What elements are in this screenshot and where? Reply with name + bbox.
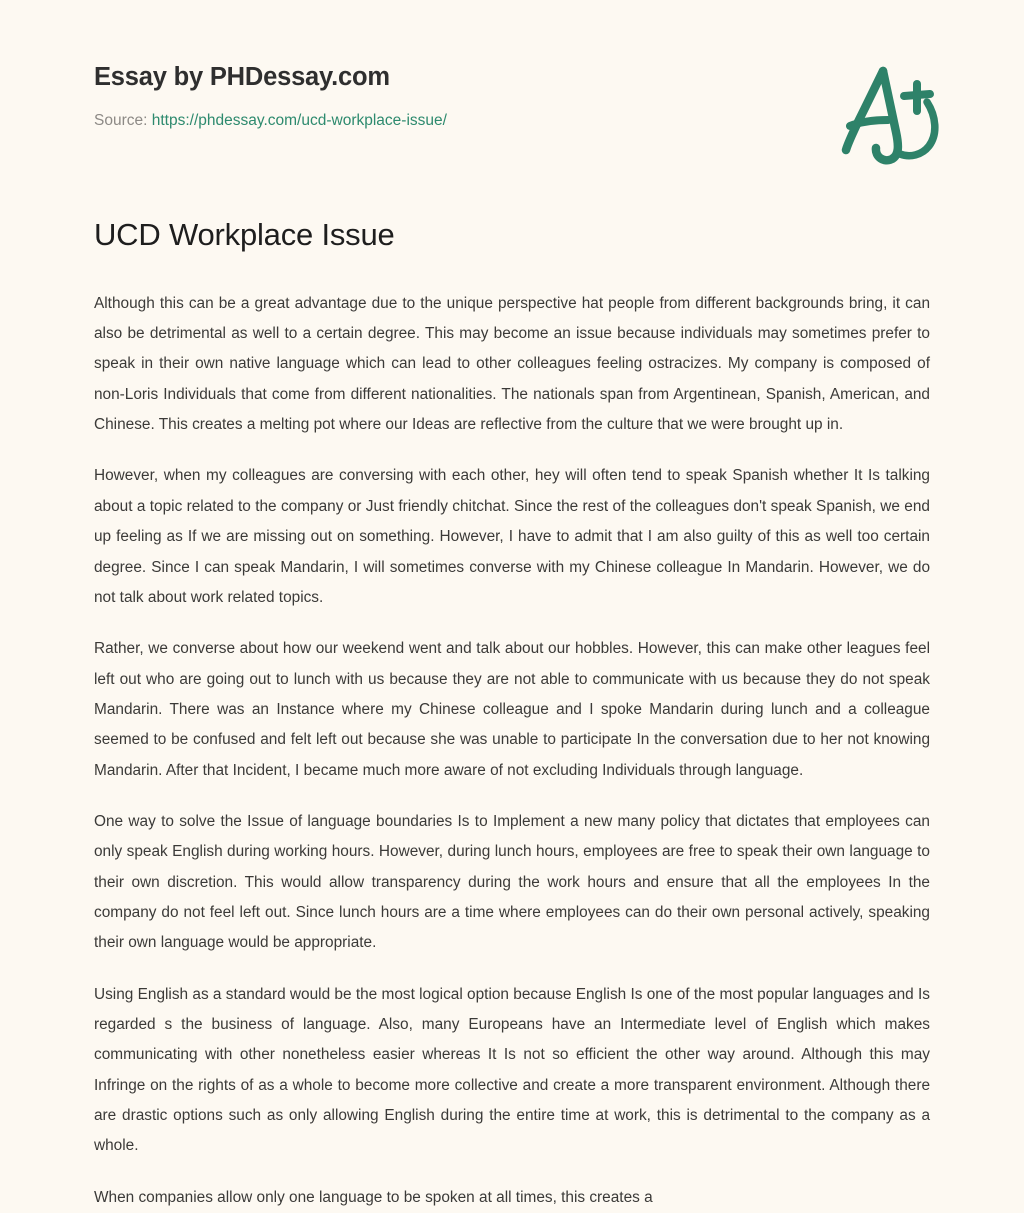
source-label: Source:: [94, 111, 148, 129]
a-plus-logo-icon: [826, 58, 946, 168]
source-line: [94, 112, 930, 131]
paragraph: Rather, we converse about how our weekend went and talk about our hobbles. However, this can make other leagues feel left out who are going out to lunch with us because they are not able to communicate with us because they do not speak Mandarin. There was an Instance where my Chinese colleague and I spoke Mandarin during lunch and a colleague seemed to be confused and felt left out because she was unable to participate In the conversation due to her not knowing Mandarin. After that Incident, I became much more aware of not excluding Individuals through language.: [94, 640, 930, 779]
paragraph: However, when my colleagues are conversing with each other, hey will often tend to speak Spanish whether It Is talking about a topic related to the company or Just friendly chitchat. Since the rest of the colleagues don't speak Spanish, we end up feeling as If we are missing out on something. However, I have to admit that I am also guilty of this as well too certain degree. Since I can speak Mandarin, I will sometimes converse with my Chinese colleague In Mandarin. However, we do not talk about work related topics.: [94, 467, 930, 606]
paragraph: Using English as a standard would be the most logical option because English Is one of the most popular languages and Is regarded s the business of language. Also, many Europeans have an Intermediate level of English which makes communicating with other nonetheless easier whereas It Is not so efficient the other way around. Although this may Infringe on the rights of as a whole to become more collective and create a more transparent environment. Although there are drastic options such as only allowing English during the entire time at work, this is detrimental to the company as a whole.: [94, 985, 930, 1155]
paragraph: Although this can be a great advantage due to the unique perspective hat people from different backgrounds bring, it can also be detrimental as well to a certain degree. This may become an issue because individuals may sometimes prefer to speak in their own native language which can lead to other colleagues feeling ostracizes. My company is composed of non-Loris Individuals that come from different nationalities. The nationals span from Argentinean, Spanish, American, and Chinese. This creates a melting pot where our Ideas are reflective from the culture that we were brought up in.: [94, 294, 930, 434]
brand-title: Essay by PHDessay.com: [94, 63, 390, 91]
paragraph: One way to solve the Issue of language boundaries Is to Implement a new many policy that dictates that employees can only speak English during working hours. However, during lunch hours, employees are free to speak their own language to their own discretion. This would allow transparency during the work hours and ensure that all the employees In the company do not feel left out. Since lunch hours are a time where employees can do their own personal actively, speaking their own language would be appropriate.: [94, 812, 930, 952]
source-url-link[interactable]: https://phdessay.com/ucd-workplace-issue/: [151, 111, 447, 129]
page-header: [0, 0, 1024, 160]
article-body: [0, 255, 1024, 1213]
paragraph-truncated: When companies allow only one language to be spoken at all times, this creates a: [94, 1188, 653, 1206]
page-title: UCD Workplace Issue: [94, 217, 395, 252]
